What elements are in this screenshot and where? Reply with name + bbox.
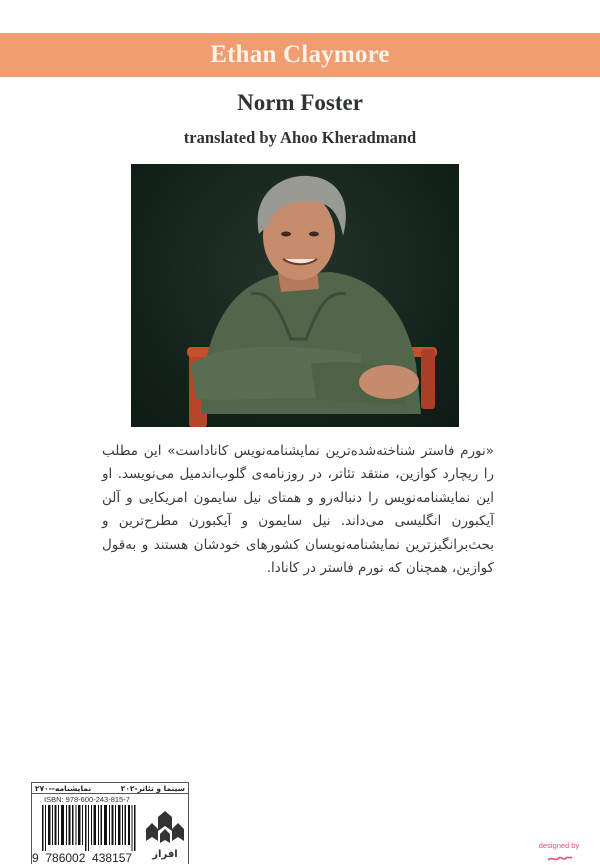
series-category: سینما و تئاتر-۲۰۲ bbox=[120, 783, 185, 793]
designer-signature-icon bbox=[547, 853, 573, 863]
author-name: Norm Foster bbox=[237, 90, 363, 115]
series-number: نمایشنامه--۲۷۰ bbox=[35, 783, 92, 793]
author-photo bbox=[131, 164, 459, 427]
isbn-box bbox=[31, 782, 189, 864]
series-header bbox=[32, 783, 188, 794]
book-title: Ethan Claymore bbox=[210, 41, 390, 68]
barcode bbox=[40, 805, 136, 851]
barcode-digits: 9 786002 438157 bbox=[32, 851, 133, 865]
back-cover-blurb: «نورم فاستر شناخته‌شده‌ترین نمایشنامه‌نویس کاناداست» این مطلب را ریچارد کوازین، منتقد تئاتر، در روزنامه‌ی گلوب‌اندمیل می‌نویسد. او این نمایشنامه‌نویس را دنباله‌رو و همتای نیل سایمون امریکایی و آلن آیکبورن انگلیسی می‌داند. نیل سایمون و آیکبورن مطرح‌ترین و بحث‌برانگیزترین نمایشنامه‌نویسان کشورهای خودشان هستند و به‌قول کوازین، همچنان که نورم فاستر در کانادا. bbox=[102, 443, 494, 577]
publisher-logo-text: افراز bbox=[152, 849, 178, 860]
title-banner bbox=[0, 33, 600, 77]
isbn-number: ISBN: 978-600-243-815-7 bbox=[44, 795, 130, 804]
designer-credit: designed by bbox=[538, 841, 580, 850]
publisher-logo-icon bbox=[142, 807, 188, 861]
portrait-illustration bbox=[131, 164, 459, 427]
translator-credit: translated by Ahoo Kheradmand bbox=[183, 128, 417, 147]
